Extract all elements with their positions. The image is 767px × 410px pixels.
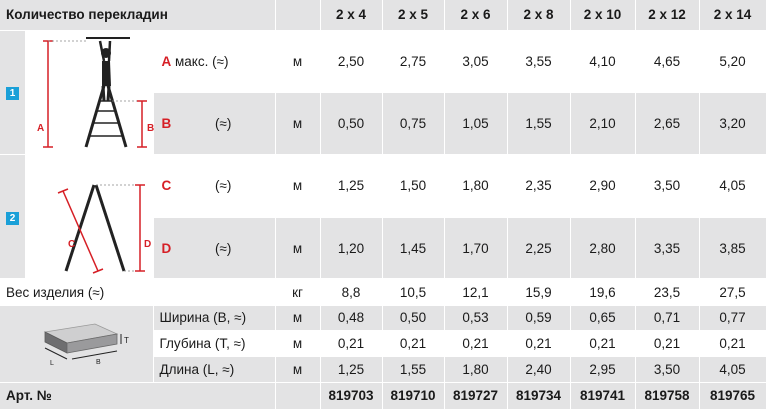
header-size-3: 2 x 6	[444, 0, 507, 30]
package-length-value-5: 2,95	[570, 357, 635, 383]
row-a-letter: A	[161, 53, 172, 69]
weight-value-3: 12,1	[444, 279, 507, 305]
package-width-value-1: 0,48	[320, 305, 382, 331]
row-a-value-6: 4,65	[635, 30, 699, 93]
package-length-value-4: 2,40	[507, 357, 570, 383]
section-2-badge: 2	[6, 212, 19, 225]
package-depth-value-1: 0,21	[320, 331, 382, 357]
row-b-value-2: 0,75	[382, 93, 444, 155]
package-length-value-2: 1,55	[382, 357, 444, 383]
package-depth-label: Глубина (T, ≈)	[153, 331, 275, 357]
package-width-row	[0, 305, 766, 331]
row-d-value-1: 1,20	[320, 217, 382, 279]
row-d-unit: м	[275, 217, 320, 279]
package-width-value-3: 0,53	[444, 305, 507, 331]
package-depth-value-4: 0,21	[507, 331, 570, 357]
package-width-unit: м	[275, 305, 320, 331]
package-width-label: Ширина (B, ≈)	[153, 305, 275, 331]
row-c-letter: C	[161, 178, 172, 194]
row-c-unit: м	[275, 155, 320, 218]
row-c-label-cell	[153, 155, 275, 218]
ladder-folded-icon	[26, 155, 154, 278]
package-figure	[0, 305, 153, 382]
package-length-value-7: 4,05	[699, 357, 766, 383]
row-a	[0, 30, 766, 93]
row-d-label-cell	[153, 217, 275, 279]
figure-label-d: D	[143, 239, 151, 251]
row-c-value-6: 3,50	[635, 155, 699, 218]
row-d-value-7: 3,85	[699, 217, 766, 279]
ladder-standing-figure	[25, 30, 153, 154]
row-c-label: (≈)	[215, 178, 232, 194]
figure-label-b: B	[146, 122, 154, 134]
package-depth-value-5: 0,21	[570, 331, 635, 357]
package-width-value-7: 0,77	[699, 305, 766, 331]
header-size-4: 2 x 8	[507, 0, 570, 30]
row-b-value-7: 3,20	[699, 93, 766, 155]
header-size-2: 2 x 5	[382, 0, 444, 30]
row-d-value-2: 1,45	[382, 217, 444, 279]
row-a-value-2: 2,75	[382, 30, 444, 93]
row-c-value-1: 1,25	[320, 155, 382, 218]
row-d-letter: D	[161, 240, 172, 256]
weight-value-2: 10,5	[382, 279, 444, 305]
header-title: Количество перекладин	[0, 0, 275, 30]
row-b-unit: м	[275, 93, 320, 155]
package-label-l: L	[50, 359, 54, 367]
article-number-2: 819710	[382, 382, 444, 409]
weight-value-4: 15,9	[507, 279, 570, 305]
package-length-value-3: 1,80	[444, 357, 507, 383]
package-width-value-4: 0,59	[507, 305, 570, 331]
row-a-label-cell	[153, 30, 275, 93]
weight-label: Вес изделия (≈)	[0, 279, 275, 305]
article-number-7: 819765	[699, 382, 766, 409]
package-length-unit: м	[275, 357, 320, 383]
row-b-label-cell	[153, 93, 275, 155]
package-label-b: B	[96, 358, 101, 366]
weight-value-5: 19,6	[570, 279, 635, 305]
row-c-value-4: 2,35	[507, 155, 570, 218]
weight-value-7: 27,5	[699, 279, 766, 305]
header-size-1: 2 x 4	[320, 0, 382, 30]
article-number-1: 819703	[320, 382, 382, 409]
row-b-value-5: 2,10	[570, 93, 635, 155]
row-a-value-1: 2,50	[320, 30, 382, 93]
weight-unit: кг	[275, 279, 320, 305]
package-width-value-5: 0,65	[570, 305, 635, 331]
row-b-value-6: 2,65	[635, 93, 699, 155]
row-d-value-4: 2,25	[507, 217, 570, 279]
article-number-3: 819727	[444, 382, 507, 409]
ladder-standing-icon	[26, 31, 154, 154]
package-length-value-1: 1,25	[320, 357, 382, 383]
package-box-icon	[0, 306, 153, 382]
row-a-unit: м	[275, 30, 320, 93]
figure-label-c: C	[67, 239, 75, 251]
row-c-value-3: 1,80	[444, 155, 507, 218]
row-a-value-5: 4,10	[570, 30, 635, 93]
header-size-5: 2 x 10	[570, 0, 635, 30]
header-unit-cell	[275, 0, 320, 30]
header-size-6: 2 x 12	[635, 0, 699, 30]
figure-label-a: A	[36, 122, 44, 134]
package-length-label: Длина (L, ≈)	[153, 357, 275, 383]
row-c	[0, 155, 766, 218]
package-width-value-2: 0,50	[382, 305, 444, 331]
weight-row	[0, 279, 766, 305]
package-depth-unit: м	[275, 331, 320, 357]
weight-value-6: 23,5	[635, 279, 699, 305]
article-label: Арт. №	[0, 382, 275, 409]
row-b-letter: B	[161, 116, 172, 132]
package-depth-value-7: 0,21	[699, 331, 766, 357]
package-length-value-6: 3,50	[635, 357, 699, 383]
package-depth-value-6: 0,21	[635, 331, 699, 357]
row-d-value-3: 1,70	[444, 217, 507, 279]
row-a-label: макс. (≈)	[175, 53, 229, 69]
row-a-value-7: 5,20	[699, 30, 766, 93]
article-unit-cell	[275, 382, 320, 409]
row-a-value-3: 3,05	[444, 30, 507, 93]
row-b-label: (≈)	[215, 116, 232, 132]
weight-value-1: 8,8	[320, 279, 382, 305]
row-d-label: (≈)	[215, 240, 232, 256]
row-b-value-4: 1,55	[507, 93, 570, 155]
row-d-value-5: 2,80	[570, 217, 635, 279]
article-number-6: 819758	[635, 382, 699, 409]
package-label-t: T	[124, 335, 129, 345]
row-b-value-1: 0,50	[320, 93, 382, 155]
article-row	[0, 382, 766, 409]
article-number-5: 819741	[570, 382, 635, 409]
package-depth-value-3: 0,21	[444, 331, 507, 357]
package-width-value-6: 0,71	[635, 305, 699, 331]
section-2-badge-cell	[0, 155, 25, 279]
header-row	[0, 0, 766, 30]
row-c-value-5: 2,90	[570, 155, 635, 218]
row-c-value-7: 4,05	[699, 155, 766, 218]
row-c-value-2: 1,50	[382, 155, 444, 218]
row-d-value-6: 3,35	[635, 217, 699, 279]
header-size-7: 2 x 14	[699, 0, 766, 30]
section-1-badge: 1	[6, 87, 19, 100]
article-number-4: 819734	[507, 382, 570, 409]
package-depth-value-2: 0,21	[382, 331, 444, 357]
ladder-folded-figure	[25, 155, 153, 279]
section-1-badge-cell	[0, 30, 25, 154]
row-a-value-4: 3,55	[507, 30, 570, 93]
row-b-value-3: 1,05	[444, 93, 507, 155]
